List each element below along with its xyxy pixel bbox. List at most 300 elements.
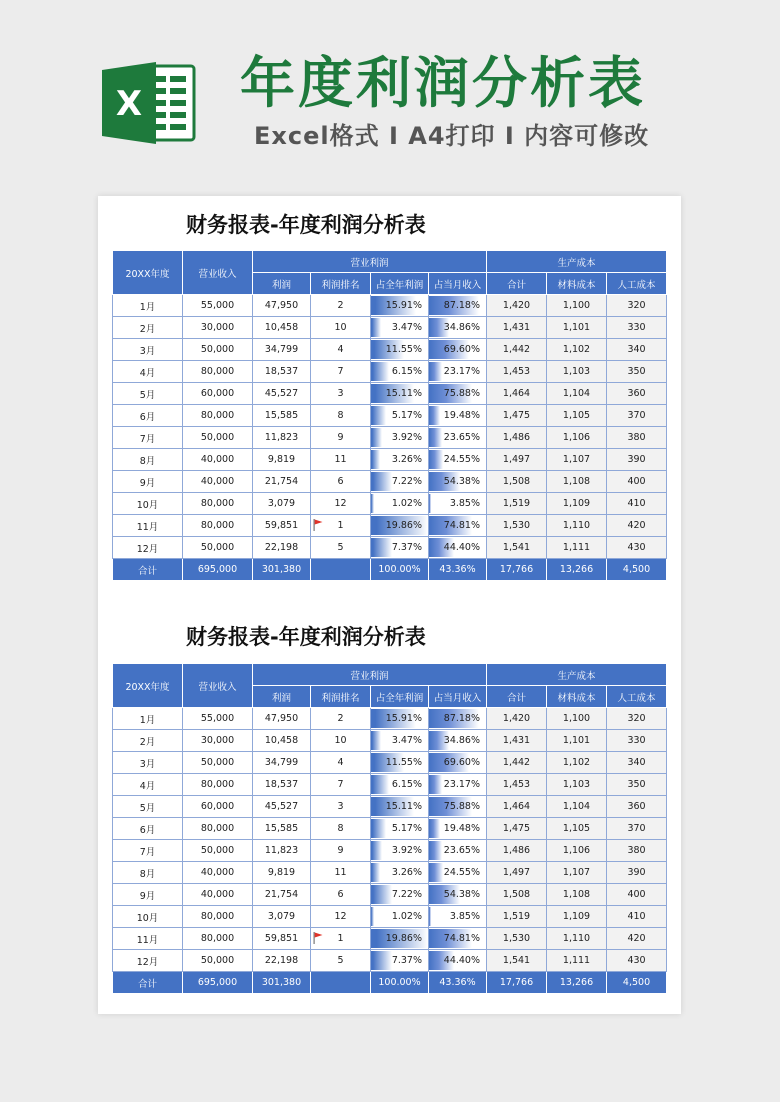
cell-share-year-bar xyxy=(371,819,386,838)
cell-rank xyxy=(311,405,371,427)
cell-share-year-value: 7.22% xyxy=(391,889,422,900)
cell-material: 1,101 xyxy=(547,730,607,752)
cell-rank-value: 10 xyxy=(334,735,347,746)
cell-month: 8月 xyxy=(113,862,183,884)
cell-rank-value: 7 xyxy=(337,366,344,377)
cell-rank-value: 2 xyxy=(337,713,344,724)
cell-share-month-value: 34.86% xyxy=(443,322,481,333)
cell-share-year-bar xyxy=(371,538,392,557)
cell-rank xyxy=(311,752,371,774)
cell-month: 8月 xyxy=(113,449,183,471)
cell-labor: 340 xyxy=(607,339,667,361)
cell-share-year-value: 3.92% xyxy=(391,845,422,856)
footer-share-month: 43.36% xyxy=(429,972,487,994)
cell-labor: 410 xyxy=(607,493,667,515)
cell-rank xyxy=(311,950,371,972)
cell-total-cost: 1,497 xyxy=(487,449,547,471)
table-footer xyxy=(113,972,667,994)
flag-icon xyxy=(313,932,323,944)
cell-share-year-value: 5.17% xyxy=(391,410,422,421)
cell-labor: 400 xyxy=(607,471,667,493)
cell-revenue: 50,000 xyxy=(183,752,253,774)
cell-revenue: 55,000 xyxy=(183,295,253,317)
excel-logo-icon xyxy=(100,58,198,148)
cell-rank-value: 3 xyxy=(337,801,344,812)
cell-profit: 34,799 xyxy=(253,339,311,361)
flag-icon xyxy=(313,519,323,531)
header-profit: 利润 xyxy=(253,686,311,708)
cell-material: 1,105 xyxy=(547,818,607,840)
cell-share-year-value: 3.47% xyxy=(391,322,422,333)
cell-share-year-value: 19.86% xyxy=(385,520,422,531)
table-row xyxy=(113,840,667,862)
cell-total-cost: 1,475 xyxy=(487,818,547,840)
header-rank: 利润排名 xyxy=(311,686,371,708)
cell-material: 1,108 xyxy=(547,884,607,906)
cell-share-year-bar xyxy=(371,472,392,491)
cell-share-month-value: 75.88% xyxy=(443,388,481,399)
cell-rank xyxy=(311,818,371,840)
cell-share-year-value: 15.91% xyxy=(385,713,422,724)
cell-share-year-value: 7.22% xyxy=(391,476,422,487)
total-row xyxy=(113,559,667,581)
cell-total-cost: 1,530 xyxy=(487,515,547,537)
cell-share-month xyxy=(429,752,487,774)
header-total-cost: 合计 xyxy=(487,273,547,295)
cell-rank xyxy=(311,339,371,361)
cell-labor: 330 xyxy=(607,317,667,339)
cell-labor: 380 xyxy=(607,840,667,862)
cell-material: 1,111 xyxy=(547,950,607,972)
cell-share-month-value: 54.38% xyxy=(443,476,481,487)
cell-rank xyxy=(311,493,371,515)
cell-profit: 47,950 xyxy=(253,295,311,317)
cell-material: 1,104 xyxy=(547,383,607,405)
cell-rank-value: 11 xyxy=(334,867,347,878)
cell-labor: 330 xyxy=(607,730,667,752)
cell-share-month-value: 34.86% xyxy=(443,735,481,746)
cell-share-month-value: 87.18% xyxy=(443,300,481,311)
table-row xyxy=(113,537,667,559)
cell-share-month-value: 24.55% xyxy=(443,454,481,465)
cell-total-cost: 1,464 xyxy=(487,796,547,818)
table-row xyxy=(113,449,667,471)
cell-month: 10月 xyxy=(113,493,183,515)
cell-month: 7月 xyxy=(113,840,183,862)
header-year: 20XX年度 xyxy=(113,664,183,708)
cell-share-month xyxy=(429,708,487,730)
cell-share-month-bar xyxy=(429,863,443,882)
cell-revenue: 80,000 xyxy=(183,493,253,515)
header-revenue: 营业收入 xyxy=(183,664,253,708)
header-material: 材料成本 xyxy=(547,273,607,295)
cell-share-year xyxy=(371,317,429,339)
cell-share-year xyxy=(371,928,429,950)
cell-material: 1,106 xyxy=(547,427,607,449)
table-row xyxy=(113,708,667,730)
cell-share-month xyxy=(429,537,487,559)
cell-share-year xyxy=(371,537,429,559)
cell-share-month-value: 24.55% xyxy=(443,867,481,878)
cell-share-year xyxy=(371,752,429,774)
cell-share-month-value: 19.48% xyxy=(443,823,481,834)
cell-month: 9月 xyxy=(113,471,183,493)
cell-revenue: 40,000 xyxy=(183,884,253,906)
cell-share-year xyxy=(371,427,429,449)
cell-month: 1月 xyxy=(113,708,183,730)
table-row xyxy=(113,862,667,884)
cell-labor: 400 xyxy=(607,884,667,906)
cell-material: 1,102 xyxy=(547,339,607,361)
cell-revenue: 80,000 xyxy=(183,906,253,928)
cell-profit: 11,823 xyxy=(253,840,311,862)
cell-profit: 22,198 xyxy=(253,537,311,559)
cell-share-month xyxy=(429,950,487,972)
cell-share-month xyxy=(429,339,487,361)
cell-total-cost: 1,420 xyxy=(487,708,547,730)
cell-share-year-value: 5.17% xyxy=(391,823,422,834)
cell-labor: 340 xyxy=(607,752,667,774)
cell-share-month xyxy=(429,405,487,427)
cell-rank xyxy=(311,862,371,884)
cell-share-year-bar xyxy=(371,318,381,337)
cell-share-year xyxy=(371,906,429,928)
cell-total-cost: 1,486 xyxy=(487,840,547,862)
cell-share-month-bar xyxy=(429,406,440,425)
cell-share-month xyxy=(429,862,487,884)
cell-share-month-bar xyxy=(429,841,442,860)
cell-share-year-bar xyxy=(371,951,392,970)
cell-share-year xyxy=(371,840,429,862)
cell-rank-value: 4 xyxy=(337,757,344,768)
footer-total-cost: 17,766 xyxy=(487,972,547,994)
cell-share-year-bar xyxy=(371,907,374,926)
total-row xyxy=(113,972,667,994)
footer-label: 合计 xyxy=(113,972,183,994)
cell-rank xyxy=(311,515,371,537)
cell-share-year xyxy=(371,884,429,906)
cell-rank xyxy=(311,427,371,449)
cell-profit: 59,851 xyxy=(253,928,311,950)
cell-profit: 45,527 xyxy=(253,383,311,405)
cell-material: 1,100 xyxy=(547,708,607,730)
table-row xyxy=(113,774,667,796)
cell-month: 3月 xyxy=(113,339,183,361)
excel-logo-letter: X xyxy=(115,84,143,124)
cell-share-year-value: 15.91% xyxy=(385,300,422,311)
footer-rank xyxy=(311,972,371,994)
cell-rank xyxy=(311,708,371,730)
table-row xyxy=(113,906,667,928)
report-title: 财务报表-年度利润分析表 xyxy=(186,625,426,649)
cell-profit: 15,585 xyxy=(253,818,311,840)
cell-profit: 45,527 xyxy=(253,796,311,818)
profit-table xyxy=(112,250,667,581)
header-profit: 利润 xyxy=(253,273,311,295)
footer-share-month: 43.36% xyxy=(429,559,487,581)
cell-rank-value: 4 xyxy=(337,344,344,355)
cell-rank-value: 11 xyxy=(334,454,347,465)
cell-labor: 350 xyxy=(607,774,667,796)
cell-total-cost: 1,486 xyxy=(487,427,547,449)
cell-share-year-value: 6.15% xyxy=(391,366,422,377)
cell-share-year xyxy=(371,449,429,471)
cell-profit: 22,198 xyxy=(253,950,311,972)
cell-rank-value: 6 xyxy=(337,889,344,900)
cell-share-year-bar xyxy=(371,494,374,513)
cell-share-year-value: 15.11% xyxy=(385,388,422,399)
footer-rank xyxy=(311,559,371,581)
header-total-cost: 合计 xyxy=(487,686,547,708)
cell-labor: 390 xyxy=(607,862,667,884)
cell-share-month-bar xyxy=(429,819,440,838)
cell-labor: 320 xyxy=(607,295,667,317)
cell-rank xyxy=(311,449,371,471)
cell-month: 7月 xyxy=(113,427,183,449)
table-row xyxy=(113,405,667,427)
cell-total-cost: 1,431 xyxy=(487,730,547,752)
cell-labor: 370 xyxy=(607,405,667,427)
cell-share-year xyxy=(371,361,429,383)
cell-share-year xyxy=(371,515,429,537)
cell-profit: 21,754 xyxy=(253,471,311,493)
cell-share-year-value: 19.86% xyxy=(385,933,422,944)
cell-month: 4月 xyxy=(113,774,183,796)
cell-share-year xyxy=(371,730,429,752)
table-row xyxy=(113,928,667,950)
cell-share-month-value: 87.18% xyxy=(443,713,481,724)
cell-month: 11月 xyxy=(113,928,183,950)
cell-share-month xyxy=(429,493,487,515)
cell-profit: 9,819 xyxy=(253,449,311,471)
table-row xyxy=(113,493,667,515)
cell-share-month-bar xyxy=(429,428,442,447)
cell-revenue: 40,000 xyxy=(183,862,253,884)
cell-share-month xyxy=(429,361,487,383)
cell-rank xyxy=(311,840,371,862)
table-row xyxy=(113,796,667,818)
cell-share-month xyxy=(429,471,487,493)
cell-labor: 420 xyxy=(607,928,667,950)
cell-profit: 9,819 xyxy=(253,862,311,884)
cell-labor: 320 xyxy=(607,708,667,730)
cell-total-cost: 1,519 xyxy=(487,493,547,515)
cell-total-cost: 1,508 xyxy=(487,884,547,906)
footer-revenue: 695,000 xyxy=(183,972,253,994)
cell-share-year xyxy=(371,339,429,361)
cell-share-month xyxy=(429,515,487,537)
cell-total-cost: 1,464 xyxy=(487,383,547,405)
header-rank: 利润排名 xyxy=(311,273,371,295)
cell-revenue: 60,000 xyxy=(183,383,253,405)
cell-labor: 430 xyxy=(607,950,667,972)
cell-month: 9月 xyxy=(113,884,183,906)
header-share-year: 占全年利润 xyxy=(371,273,429,295)
table-header xyxy=(113,664,667,708)
cell-total-cost: 1,442 xyxy=(487,339,547,361)
cell-month: 10月 xyxy=(113,906,183,928)
cell-material: 1,106 xyxy=(547,840,607,862)
cell-revenue: 30,000 xyxy=(183,730,253,752)
cell-total-cost: 1,508 xyxy=(487,471,547,493)
cell-total-cost: 1,475 xyxy=(487,405,547,427)
cell-material: 1,101 xyxy=(547,317,607,339)
cell-share-month-bar xyxy=(429,494,431,513)
footer-labor: 4,500 xyxy=(607,559,667,581)
cell-material: 1,104 xyxy=(547,796,607,818)
cell-revenue: 80,000 xyxy=(183,774,253,796)
cell-share-year-value: 11.55% xyxy=(385,757,422,768)
cell-revenue: 80,000 xyxy=(183,361,253,383)
cell-share-year-bar xyxy=(371,406,386,425)
cell-total-cost: 1,453 xyxy=(487,774,547,796)
cell-rank-value: 12 xyxy=(334,911,347,922)
cell-material: 1,109 xyxy=(547,493,607,515)
cell-month: 6月 xyxy=(113,818,183,840)
cell-rank xyxy=(311,471,371,493)
table-row xyxy=(113,383,667,405)
table-header xyxy=(113,251,667,295)
cell-labor: 430 xyxy=(607,537,667,559)
cell-profit: 34,799 xyxy=(253,752,311,774)
cell-share-month-bar xyxy=(429,775,442,794)
cell-share-month-value: 75.88% xyxy=(443,801,481,812)
cell-rank-value: 5 xyxy=(337,542,344,553)
cell-month: 2月 xyxy=(113,730,183,752)
cell-share-month-value: 3.85% xyxy=(449,498,481,509)
footer-material: 13,266 xyxy=(547,972,607,994)
cell-share-month-value: 23.65% xyxy=(443,432,481,443)
cell-share-year xyxy=(371,818,429,840)
cell-labor: 360 xyxy=(607,796,667,818)
cell-material: 1,110 xyxy=(547,928,607,950)
cell-month: 5月 xyxy=(113,796,183,818)
cell-share-month-value: 23.17% xyxy=(443,779,481,790)
cell-profit: 10,458 xyxy=(253,730,311,752)
page-title: 年度利润分析表 xyxy=(240,51,647,115)
cell-share-year-value: 3.92% xyxy=(391,432,422,443)
cell-month: 12月 xyxy=(113,537,183,559)
cell-share-month-value: 44.40% xyxy=(443,955,481,966)
footer-label: 合计 xyxy=(113,559,183,581)
cell-profit: 3,079 xyxy=(253,493,311,515)
cell-total-cost: 1,519 xyxy=(487,906,547,928)
cell-share-year-bar xyxy=(371,731,381,750)
cell-share-year xyxy=(371,796,429,818)
cell-share-year xyxy=(371,950,429,972)
cell-share-year xyxy=(371,383,429,405)
cell-share-year xyxy=(371,708,429,730)
cell-share-month-value: 3.85% xyxy=(449,911,481,922)
cell-material: 1,103 xyxy=(547,361,607,383)
cell-share-month xyxy=(429,730,487,752)
cell-total-cost: 1,541 xyxy=(487,537,547,559)
cell-profit: 15,585 xyxy=(253,405,311,427)
cell-share-year xyxy=(371,774,429,796)
cell-material: 1,107 xyxy=(547,862,607,884)
table-row xyxy=(113,471,667,493)
cell-material: 1,105 xyxy=(547,405,607,427)
cell-revenue: 80,000 xyxy=(183,928,253,950)
header-share-month: 占当月收入 xyxy=(429,273,487,295)
cell-rank-value: 12 xyxy=(334,498,347,509)
cell-share-month xyxy=(429,796,487,818)
cell-month: 12月 xyxy=(113,950,183,972)
cell-share-year-bar xyxy=(371,885,392,904)
cell-rank xyxy=(311,928,371,950)
cell-labor: 370 xyxy=(607,818,667,840)
cell-total-cost: 1,541 xyxy=(487,950,547,972)
table-row xyxy=(113,361,667,383)
cell-rank xyxy=(311,317,371,339)
cell-share-year-value: 1.02% xyxy=(391,498,422,509)
cell-share-year-bar xyxy=(371,428,382,447)
footer-total-cost: 17,766 xyxy=(487,559,547,581)
cell-material: 1,109 xyxy=(547,906,607,928)
cell-revenue: 80,000 xyxy=(183,515,253,537)
cell-material: 1,102 xyxy=(547,752,607,774)
cell-labor: 410 xyxy=(607,906,667,928)
cell-labor: 390 xyxy=(607,449,667,471)
table-body xyxy=(113,708,667,972)
cell-share-year xyxy=(371,405,429,427)
cell-revenue: 50,000 xyxy=(183,950,253,972)
cell-month: 11月 xyxy=(113,515,183,537)
cell-share-year-value: 11.55% xyxy=(385,344,422,355)
profit-table xyxy=(112,663,667,994)
cell-rank-value: 7 xyxy=(337,779,344,790)
cell-rank-value: 10 xyxy=(334,322,347,333)
cell-profit: 59,851 xyxy=(253,515,311,537)
table-row xyxy=(113,950,667,972)
cell-total-cost: 1,420 xyxy=(487,295,547,317)
cell-total-cost: 1,442 xyxy=(487,752,547,774)
cell-material: 1,100 xyxy=(547,295,607,317)
table-row xyxy=(113,818,667,840)
cell-share-year-bar xyxy=(371,775,389,794)
footer-material: 13,266 xyxy=(547,559,607,581)
cell-rank-value: 8 xyxy=(337,410,344,421)
cell-rank-value: 3 xyxy=(337,388,344,399)
header-material: 材料成本 xyxy=(547,686,607,708)
cell-profit: 21,754 xyxy=(253,884,311,906)
cell-rank-value: 5 xyxy=(337,955,344,966)
cell-share-year-value: 15.11% xyxy=(385,801,422,812)
cell-share-year-value: 1.02% xyxy=(391,911,422,922)
banner xyxy=(0,0,780,190)
cell-material: 1,103 xyxy=(547,774,607,796)
cell-share-month xyxy=(429,449,487,471)
table-row xyxy=(113,295,667,317)
cell-revenue: 50,000 xyxy=(183,537,253,559)
cell-rank xyxy=(311,730,371,752)
cell-material: 1,108 xyxy=(547,471,607,493)
cell-share-month xyxy=(429,295,487,317)
cell-share-year-bar xyxy=(371,450,380,469)
footer-share-year: 100.00% xyxy=(371,559,429,581)
cell-revenue: 55,000 xyxy=(183,708,253,730)
cell-rank-value: 2 xyxy=(337,300,344,311)
cell-share-year-value: 6.15% xyxy=(391,779,422,790)
table-row xyxy=(113,339,667,361)
cell-labor: 380 xyxy=(607,427,667,449)
report-title: 财务报表-年度利润分析表 xyxy=(186,213,426,237)
cell-share-month xyxy=(429,928,487,950)
cell-share-month-value: 69.60% xyxy=(443,757,481,768)
header-labor: 人工成本 xyxy=(607,686,667,708)
cell-share-year-bar xyxy=(371,841,382,860)
cell-share-month xyxy=(429,840,487,862)
